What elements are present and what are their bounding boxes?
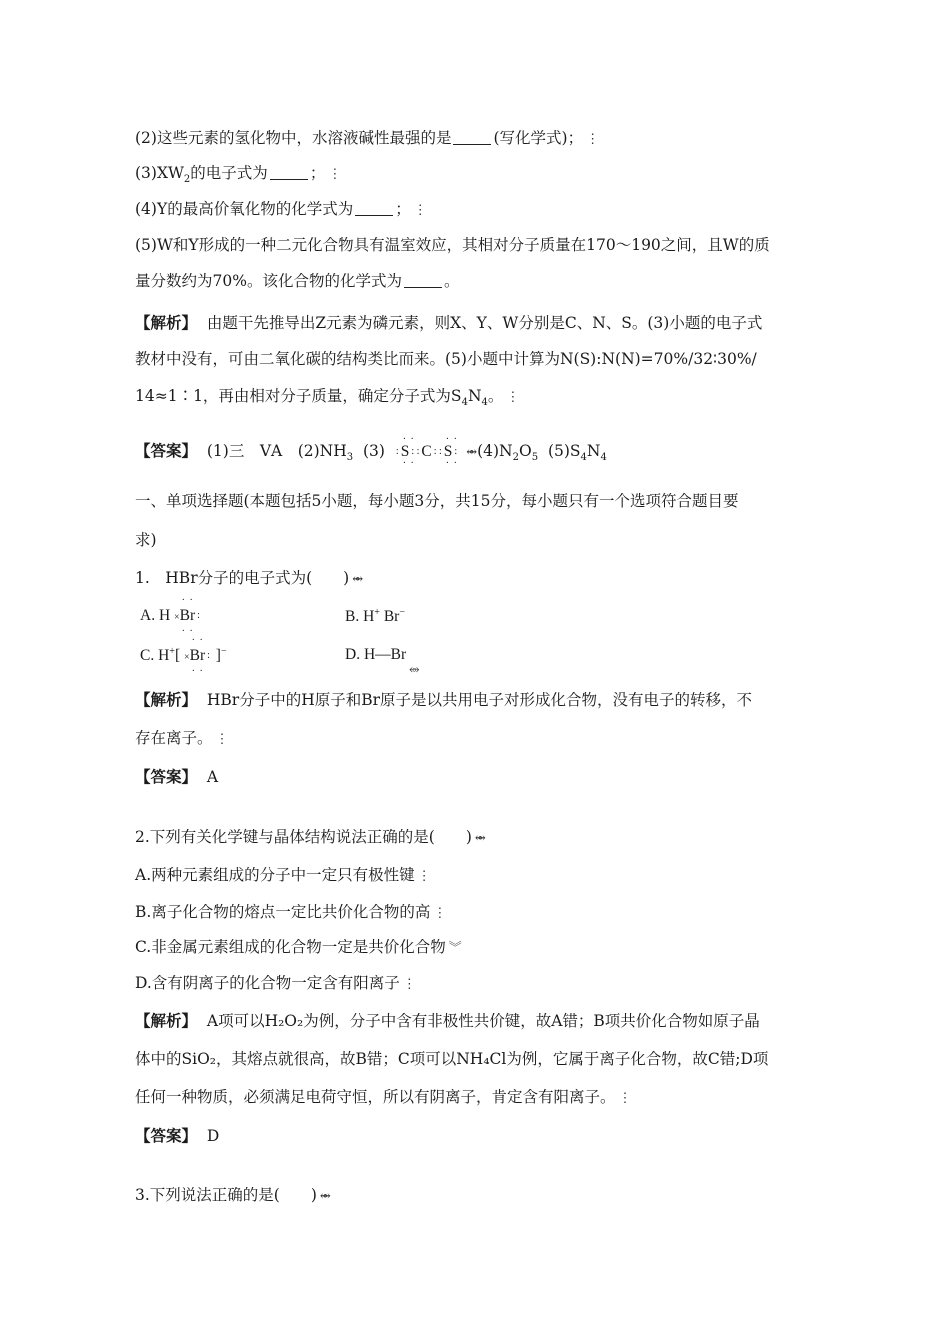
answer-blank xyxy=(404,273,442,288)
problem-2-option-c xyxy=(135,937,462,959)
analysis-label: 【解析】 xyxy=(135,1011,198,1030)
edit-mark-icon: ⋮ xyxy=(433,906,447,921)
q3-text-b: 的电子式为 xyxy=(190,164,268,182)
q3-line: $(3)XW_2$的电子式为 ； ⋮ xyxy=(135,164,342,186)
option-b-label: B. H xyxy=(345,608,375,626)
q2-text: (2)这些元素的氢化物中，水溶液碱性最强的是 xyxy=(135,129,452,147)
problem-2-option-d xyxy=(135,973,416,995)
problem-1-question xyxy=(135,568,363,590)
q5-text-2: 量分数约为70%。该化合物的化学式为 xyxy=(135,272,402,290)
electron-formula-cs2: :· · S · · : : C : :· · S · · : xyxy=(394,443,459,460)
problem-1-option-a: A. H ×· · Br · · : xyxy=(140,607,202,625)
problem-1-option-b: B. H+ Br− xyxy=(345,607,405,626)
q5-line-1: (5)W和Y形成的一种二元化合物具有温室效应，其相对分子质量在170～190之间，且W的质 xyxy=(135,236,770,254)
answer-1-part-b: (3) xyxy=(363,442,385,460)
analysis-1-text-3: 14≈1∶1，再由相对分子质量，确定分子式为S xyxy=(135,387,462,405)
edit-mark-icon: ⥈ xyxy=(352,572,364,587)
edit-mark-icon: ⋮ xyxy=(417,869,431,884)
problem-2-option-b xyxy=(135,902,446,924)
analysis-label: 【解析】 xyxy=(135,690,198,709)
problem-2-analysis-1 xyxy=(135,1011,760,1031)
answer-label: 【答案】 xyxy=(135,441,198,460)
answer-blank xyxy=(270,165,308,180)
analysis-1-line-3: 14≈1∶1，再由相对分子质量，确定分子式为$S_4N_4$。 ⋮ xyxy=(135,387,520,409)
q2-tail: (写化学式)； xyxy=(493,129,584,147)
answer-blank xyxy=(453,130,491,145)
problem-2-question xyxy=(135,827,486,849)
problem-2-option-a xyxy=(135,865,431,887)
analysis-1-line-2: 教材中没有，可由二氧化碳的结构类比而来。(5)小题中计算为N(S):N(N)=70%/32∶30%/ xyxy=(135,350,757,368)
problem-2-option-d-text: D.含有阴离子的化合物一定含有阳离子 xyxy=(135,974,400,992)
option-a-label: A. H xyxy=(140,607,171,624)
problem-1-option-c: C. H+[ ×· · Br · · : ]− xyxy=(140,646,227,665)
edit-mark-icon: ⋮ xyxy=(402,977,416,992)
edit-mark-icon: ⋮ xyxy=(586,132,600,147)
edit-mark-icon: ⋮ xyxy=(618,1091,632,1106)
analysis-1-text-1: 由题干先推导出Z元素为磷元素，则X、Y、W分别是C、N、S。(3)小题的电子式 xyxy=(206,314,763,332)
edit-mark-icon: ⋮ xyxy=(328,167,342,182)
problem-3-question xyxy=(135,1185,331,1207)
problem-2-option-c-text: C.非金属元素组成的化合物一定是共价化合物 xyxy=(135,938,446,956)
edit-mark-icon: ⥈ xyxy=(466,445,478,460)
answer-1-line: 【答案】 (1)三 ⅤA $(2)NH_3$ (3) :· · S · · : : C : :· · S · · : $⥈(4)N_2O_5$ $(5)S_4N_4$ xyxy=(135,441,607,468)
problem-1-analysis-text-2: 存在离子。 xyxy=(135,729,213,747)
problem-2-analysis-3 xyxy=(135,1087,632,1109)
problem-2-answer xyxy=(135,1126,219,1146)
answer-1-part-d: (5)S xyxy=(547,442,581,460)
problem-1-option-d xyxy=(345,646,420,676)
edit-mark-icon: ⋮ xyxy=(215,732,229,747)
edit-mark-icon: ⋮ xyxy=(506,390,520,405)
q2-line xyxy=(135,128,599,150)
problem-1-text: 1. HBr分子的电子式为( ) xyxy=(135,569,350,587)
q4-text: (4)Y的最高价氧化物的化学式为 xyxy=(135,200,354,218)
answer-label: 【答案】 xyxy=(135,1126,198,1145)
problem-1-analysis-1 xyxy=(135,690,752,710)
answer-1-part-c: (4)N xyxy=(477,442,513,460)
edit-mark-icon: ⥈ xyxy=(319,1189,331,1204)
problem-2-option-a-text: A.两种元素组成的分子中一定只有极性键 xyxy=(135,866,415,884)
section-heading-2: 求) xyxy=(135,531,157,549)
edit-mark-icon: ⥈ xyxy=(409,661,420,676)
q3-text-a: (3)XW xyxy=(135,164,184,182)
problem-2-answer-value: D xyxy=(206,1127,220,1145)
problem-2-option-b-text: B.离子化合物的熔点一定比共价化合物的高 xyxy=(135,903,431,921)
analysis-1-line-1 xyxy=(135,313,762,333)
answer-label: 【答案】 xyxy=(135,767,198,786)
edit-mark-icon: ⥈ xyxy=(474,831,486,846)
answer-1-part-a: (1)三 ⅤA (2)NH xyxy=(206,442,347,460)
problem-2-analysis-text-1: A项可以H₂O₂为例，分子中含有非极性共价键，故A错；B项共价化合物如原子晶 xyxy=(206,1012,760,1030)
problem-1-analysis-text-1: HBr分子中的H原子和Br原子是以共用电子对形成化合物，没有电子的转移，不 xyxy=(206,691,753,709)
problem-2-analysis-text-3: 任何一种物质，必须满足电荷守恒，所以有阴离子，肯定含有阳离子。 xyxy=(135,1088,616,1106)
problem-2-text: 2.下列有关化学键与晶体结构说法正确的是( ) xyxy=(135,828,472,846)
q5-line-2: 量分数约为70%。该化合物的化学式为 。 xyxy=(135,272,460,290)
option-d-label: D. H—Br xyxy=(345,646,407,663)
option-c-label: C. H xyxy=(140,647,170,665)
edit-mark-icon: ⋮ xyxy=(413,203,427,218)
problem-2-analysis-2: 体中的SiO₂，其熔点就很高，故B错；C项可以NH₄Cl为例，它属于离子化合物，故C错;D项 xyxy=(135,1050,769,1068)
answer-blank xyxy=(355,201,393,216)
problem-1-answer xyxy=(135,767,218,787)
problem-1-answer-value: A xyxy=(206,768,219,786)
section-heading-1: 一、单项选择题(本题包括5小题，每小题3分，共15分，每小题只有一个选项符合题目要 xyxy=(135,492,739,510)
q4-line: (4)Y的最高价氧化物的化学式为 ； ⋮ xyxy=(135,200,427,218)
problem-3-text: 3.下列说法正确的是( ) xyxy=(135,1186,317,1204)
analysis-label: 【解析】 xyxy=(135,313,198,332)
edit-mark-icon: ︾ xyxy=(448,941,462,956)
problem-1-analysis-2 xyxy=(135,728,229,750)
